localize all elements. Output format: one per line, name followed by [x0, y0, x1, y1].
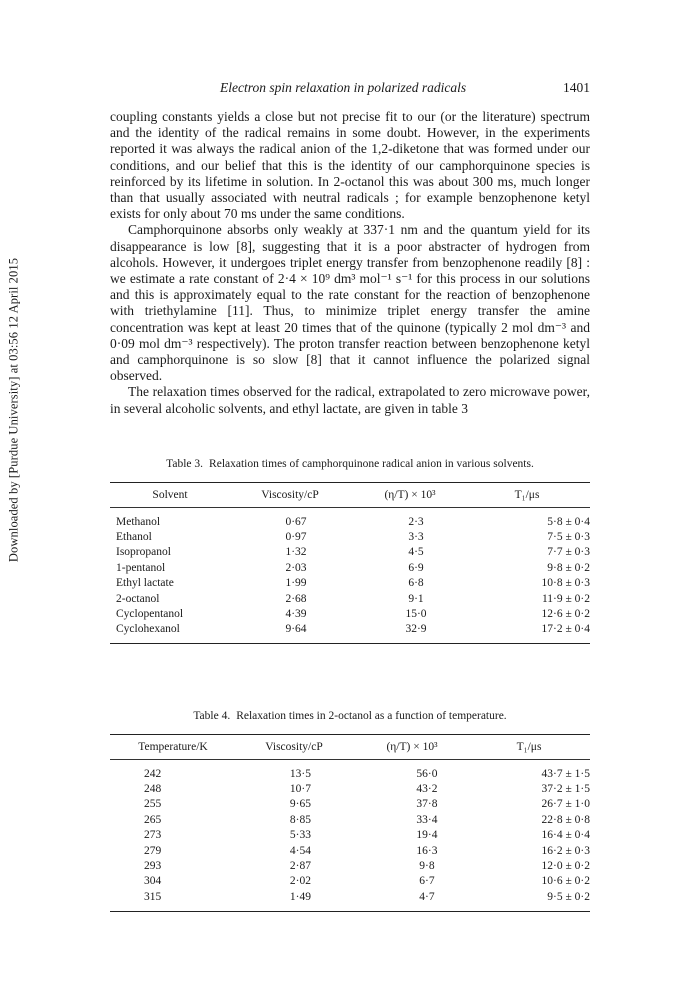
cell-col3: 33·4 — [416, 813, 438, 826]
cell-col4: 12·6 ± 0·2 — [541, 608, 590, 621]
cell-col4: 11·9 ± 0·2 — [541, 592, 590, 605]
paragraph-1: coupling constants yields a close but not precise fit to our (or the literature) spectrum and the identity of the radical remains in some doubt. However, in the experiments reported it was always the radical anion of the 1,2-diketone that was formed under our conditions, and our belief that this is the identity of our camphorquinone species is reinforced by its lifetime in solution. In 2-octanol this was about 300 ms, much longer than that usually associated with neutral radicals ; for example benzophenone ketyl exists for only about 70 ms under the same conditions. — [110, 109, 590, 222]
cell-col4: 43·7 ± 1·5 — [541, 767, 590, 780]
table-3-header-row — [110, 483, 590, 507]
cell-col2: 0·97 — [285, 531, 307, 544]
cell-col4: 12·0 ± 0·2 — [541, 860, 590, 873]
cell-col3: 43·2 — [416, 783, 438, 796]
cell-col4: 10·8 ± 0·3 — [541, 577, 590, 590]
cell-col4: 7·5 ± 0·3 — [547, 531, 590, 544]
table-3 — [110, 458, 590, 644]
table-row — [110, 545, 590, 560]
cell-col1: Cyclohexanol — [116, 623, 180, 636]
page-number: 1401 — [563, 80, 590, 95]
cell-col1: 279 — [144, 844, 162, 857]
table-row — [110, 858, 590, 873]
running-head — [110, 80, 590, 100]
cell-col1: 2-octanol — [116, 592, 160, 605]
table-4-col-temperature: Temperature/K — [138, 741, 208, 753]
cell-col4: 16·4 ± 0·4 — [541, 829, 590, 842]
cell-col2: 2·03 — [285, 561, 307, 574]
table-3-col-solvent: Solvent — [152, 489, 188, 501]
cell-col2: 2·87 — [289, 860, 312, 873]
table-4-caption — [110, 710, 590, 722]
cell-col3: 15·0 — [405, 608, 427, 621]
cell-col1: 304 — [144, 875, 162, 888]
table-4-number: Table 4. — [193, 710, 231, 722]
paragraph-3: The relaxation times observed for the radical, extrapolated to zero microwave power, in several alcoholic solvents, and ethyl lactate, are given in table 3 — [110, 384, 590, 416]
cell-col2: 4·54 — [289, 844, 312, 857]
cell-col2: 1·32 — [285, 546, 307, 559]
table-4 — [110, 710, 590, 912]
cell-col3: 9·1 — [408, 592, 424, 605]
table-3-number: Table 3. — [166, 458, 204, 470]
cell-col3: 9·8 — [419, 860, 435, 873]
table-4-header-rule — [110, 759, 590, 760]
table-4-col-eta-over-t: (η/T) × 10³ — [386, 741, 438, 753]
cell-col3: 3·3 — [408, 531, 424, 544]
table-4-header-row — [110, 735, 590, 759]
cell-col3: 4·5 — [408, 546, 424, 559]
table-3-col-eta-over-t: (η/T) × 10³ — [384, 489, 436, 501]
cell-col1: 248 — [144, 783, 162, 796]
cell-col1: Ethanol — [116, 531, 152, 544]
table-row — [110, 889, 590, 904]
cell-col4: 10·6 ± 0·2 — [541, 875, 590, 888]
table-row — [110, 812, 590, 827]
cell-col2: 9·65 — [289, 798, 312, 811]
cell-col1: 293 — [144, 860, 162, 873]
cell-col4: 7·7 ± 0·3 — [547, 546, 590, 559]
download-watermark — [4, 180, 24, 640]
table-4-col-viscosity: Viscosity/cP — [265, 741, 323, 753]
body-text — [110, 109, 590, 417]
table-row — [110, 514, 590, 529]
cell-col2: 5·33 — [289, 829, 312, 842]
cell-col4: 22·8 ± 0·8 — [541, 813, 590, 826]
cell-col3: 4·7 — [419, 890, 435, 903]
cell-col2: 1·99 — [285, 577, 307, 590]
table-4-body — [110, 766, 590, 905]
cell-col2: 13·5 — [289, 767, 312, 780]
table-3-title: Relaxation times of camphorquinone radical anion in various solvents. — [209, 458, 534, 470]
cell-col1: Cyclopentanol — [116, 608, 184, 621]
table-3-body — [110, 514, 590, 637]
cell-col1: Isopropanol — [116, 546, 171, 559]
table-row — [110, 591, 590, 606]
table-row — [110, 766, 590, 781]
cell-col1: 242 — [144, 767, 162, 780]
cell-col2: 10·7 — [289, 783, 312, 796]
table-row — [110, 606, 590, 621]
cell-col4: 9·5 ± 0·2 — [547, 890, 590, 903]
cell-col1: 265 — [144, 813, 162, 826]
cell-col4: 5·8 ± 0·4 — [547, 515, 590, 528]
cell-col2: 2·68 — [285, 592, 307, 605]
cell-col3: 37·8 — [416, 798, 438, 811]
cell-col2: 4·39 — [285, 608, 307, 621]
cell-col4: 17·2 ± 0·4 — [541, 623, 590, 636]
cell-col3: 2·3 — [408, 515, 424, 528]
cell-col1: Ethyl lactate — [116, 577, 174, 590]
cell-col3: 19·4 — [416, 829, 438, 842]
table-3-bottom-rule — [110, 643, 590, 644]
cell-col3: 16·3 — [416, 844, 438, 857]
table-row — [110, 529, 590, 544]
cell-col4: 26·7 ± 1·0 — [541, 798, 590, 811]
cell-col4: 37·2 ± 1·5 — [541, 783, 590, 796]
cell-col2: 9·64 — [285, 623, 307, 636]
cell-col2: 1·49 — [289, 890, 312, 903]
table-4-col-t1: T₁/μs — [516, 741, 542, 753]
cell-col1: 315 — [144, 890, 162, 903]
paragraph-2: Camphorquinone absorbs only weakly at 337·1 nm and the quantum yield for its disappearance is low [8], suggesting that it is a poor abstracter of hydrogen from alcohols. However, it undergoes triplet energy transfer from benzophenone readily [8] : we estimate a rate constant of 2·4 × 10⁹ dm³ mol⁻¹ s⁻¹ for this process in our solutions and this is approximately equal to the rate constant for the reaction of benzophenone with triethylamine [11]. Thus, to minimize triplet energy transfer the amine concentration was kept at least 20 times that of the quinone (typically 2 mol dm⁻³ and 0·09 mol dm⁻³ respectively). The proton transfer reaction between benzophenone ketyl and camphorquinone is so slow [8] that it cannot influence the polarized signal observed. — [110, 222, 590, 384]
cell-col2: 8·85 — [289, 813, 312, 826]
table-row — [110, 781, 590, 796]
table-3-caption — [110, 458, 590, 470]
table-row — [110, 843, 590, 858]
table-row — [110, 560, 590, 575]
table-row — [110, 874, 590, 889]
running-title: Electron spin relaxation in polarized radicals — [220, 80, 467, 95]
cell-col3: 6·9 — [408, 561, 424, 574]
cell-col4: 9·8 ± 0·2 — [547, 561, 590, 574]
table-4-title: Relaxation times in 2-octanol as a function of temperature. — [236, 710, 507, 722]
cell-col2: 0·67 — [285, 515, 307, 528]
cell-col1: 1-pentanol — [116, 561, 166, 574]
cell-col3: 6·8 — [408, 577, 424, 590]
table-row — [110, 828, 590, 843]
cell-col1: 273 — [144, 829, 162, 842]
table-4-bottom-rule — [110, 911, 590, 912]
table-3-col-viscosity: Viscosity/cP — [261, 489, 319, 501]
download-note-text: Downloaded by [Purdue University] at 03:56 12 April 2015 — [6, 257, 21, 563]
table-row — [110, 622, 590, 637]
cell-col1: Methanol — [116, 515, 161, 528]
table-row — [110, 576, 590, 591]
cell-col3: 32·9 — [405, 623, 427, 636]
cell-col3: 56·0 — [416, 767, 438, 780]
cell-col2: 2·02 — [289, 875, 312, 888]
cell-col4: 16·2 ± 0·3 — [541, 844, 590, 857]
cell-col3: 6·7 — [419, 875, 435, 888]
table-3-header-rule — [110, 507, 590, 508]
table-3-col-t1: T₁/μs — [514, 489, 540, 501]
cell-col1: 255 — [144, 798, 162, 811]
table-row — [110, 797, 590, 812]
